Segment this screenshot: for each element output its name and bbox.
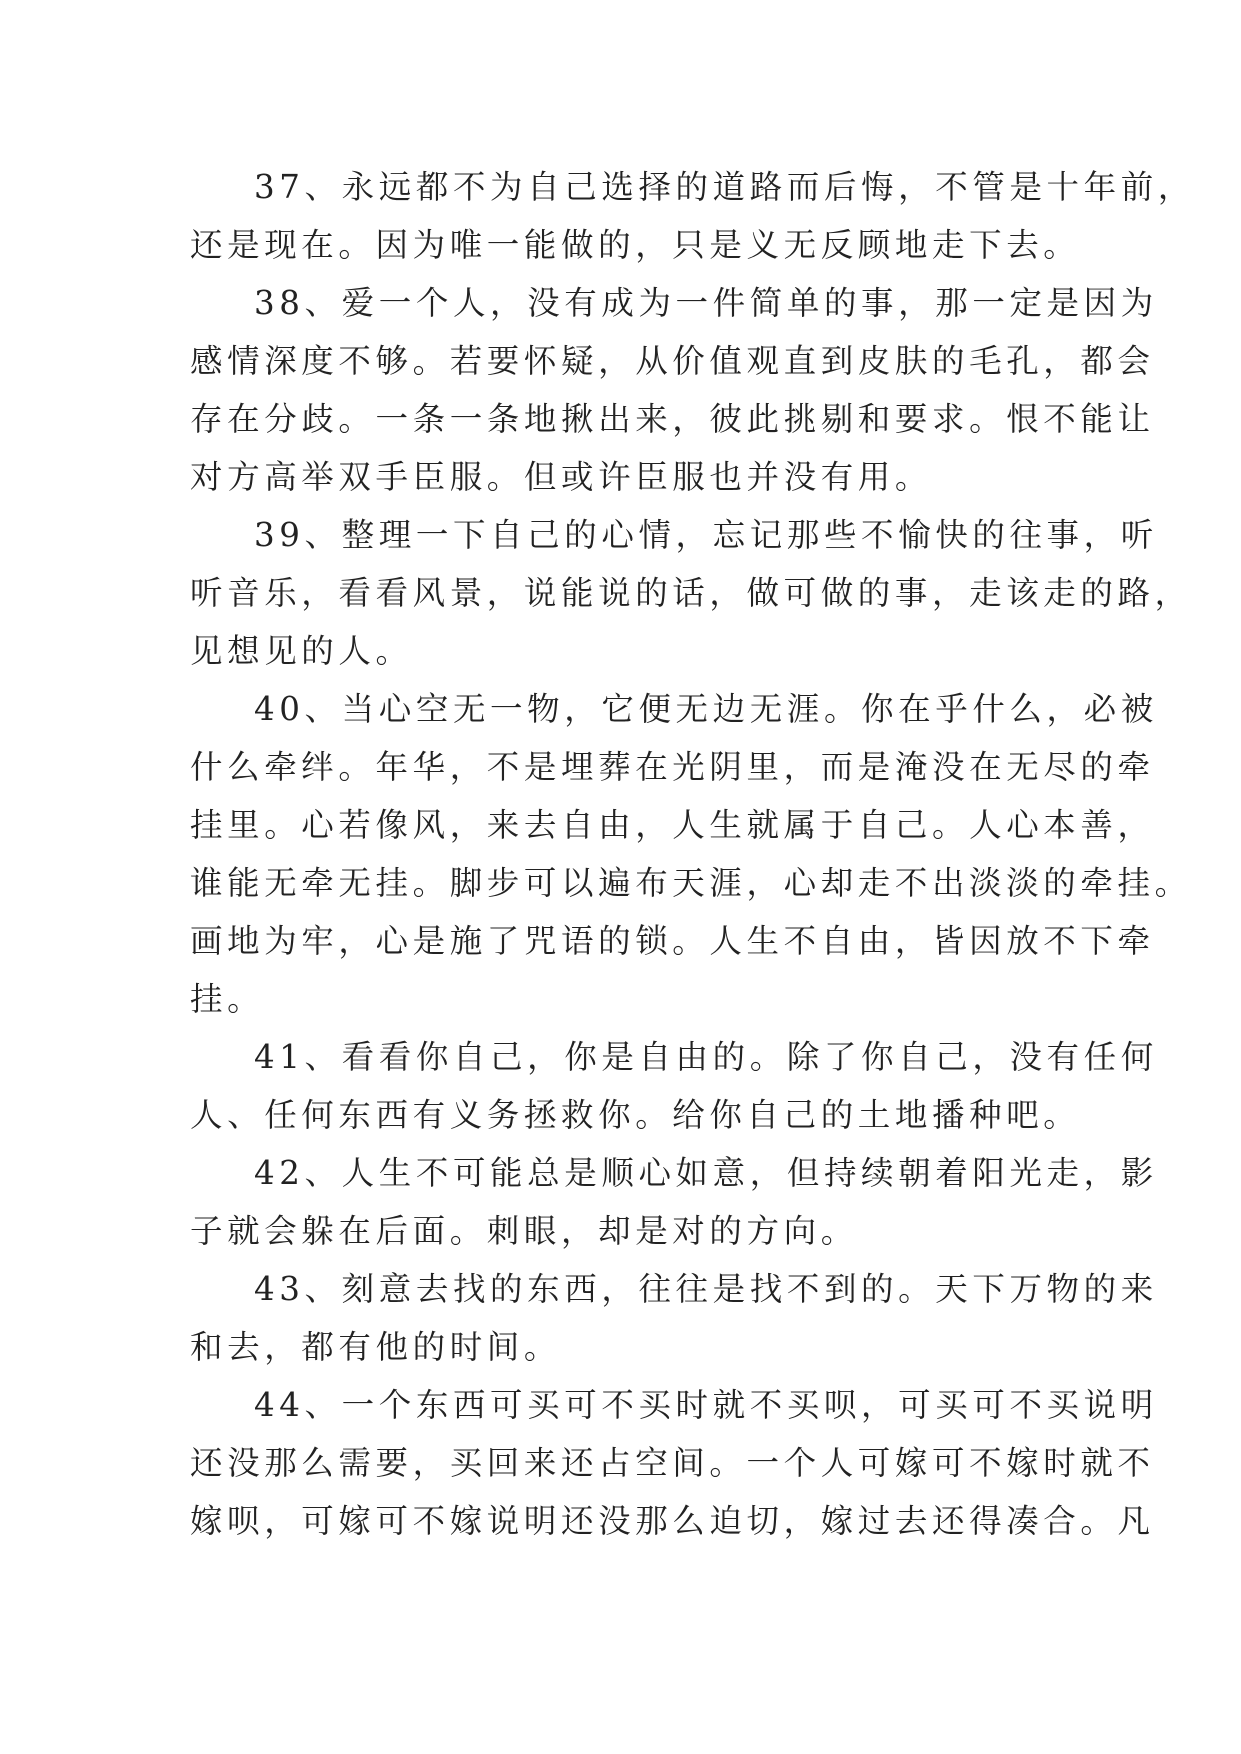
document-body: [190, 158, 1195, 1550]
text-line: 42、人生不可能总是顺心如意，但持续朝着阳光走，影: [254, 1154, 1158, 1192]
text-line: 听音乐，看看风景，说能说的话，做可做的事，走该走的路，: [190, 574, 1192, 612]
text-line: 44、一个东西可买可不买时就不买呗，可买可不买说明: [254, 1386, 1158, 1424]
text-line: 43、刻意去找的东西，往往是找不到的。天下万物的来: [254, 1270, 1158, 1308]
text-line: 见想见的人。: [190, 632, 413, 670]
text-line: 41、看看你自己，你是自由的。除了你自己，没有任何: [254, 1038, 1158, 1076]
text-line: 感情深度不够。若要怀疑，从价值观直到皮肤的毛孔，都会: [190, 342, 1155, 380]
paragraph-42: [190, 1144, 1158, 1260]
text-line: 40、当心空无一物，它便无边无涯。你在乎什么，必被: [254, 690, 1158, 728]
text-line: 38、爱一个人，没有成为一件简单的事，那一定是因为: [254, 284, 1158, 322]
paragraph-40: [190, 680, 1192, 1028]
text-line: 还是现在。因为唯一能做的，只是义无反顾地走下去。: [190, 226, 1081, 264]
text-line: 人、任何东西有义务拯救你。给你自己的土地播种吧。: [190, 1096, 1081, 1134]
text-line: 谁能无牵无挂。脚步可以遍布天涯，心却走不出淡淡的牵挂。: [190, 864, 1192, 902]
text-line: 对方高举双手臣服。但或许臣服也并没有用。: [190, 458, 933, 496]
text-line: 39、整理一下自己的心情，忘记那些不愉快的往事，听: [254, 516, 1158, 554]
text-line: 嫁呗，可嫁可不嫁说明还没那么迫切，嫁过去还得凑合。凡: [190, 1502, 1155, 1540]
paragraph-39: [190, 506, 1192, 680]
paragraph-38: [190, 274, 1158, 506]
text-line: 挂里。心若像风，来去自由，人生就属于自己。人心本善，: [190, 806, 1155, 844]
text-line: 37、永远都不为自己选择的道路而后悔，不管是十年前，: [254, 168, 1195, 206]
paragraph-41: [190, 1028, 1158, 1144]
text-line: 什么牵绊。年华，不是埋葬在光阴里，而是淹没在无尽的牵: [190, 748, 1155, 786]
paragraph-44: [190, 1376, 1158, 1550]
paragraph-37: [190, 158, 1195, 274]
text-line: 子就会躲在后面。刺眼，却是对的方向。: [190, 1212, 858, 1250]
text-line: 挂。: [190, 980, 265, 1018]
paragraph-43: [190, 1260, 1158, 1376]
text-line: 还没那么需要，买回来还占空间。一个人可嫁可不嫁时就不: [190, 1444, 1155, 1482]
text-line: 画地为牢，心是施了咒语的锁。人生不自由，皆因放不下牵: [190, 922, 1155, 960]
text-line: 和去，都有他的时间。: [190, 1328, 562, 1366]
text-line: 存在分歧。一条一条地揪出来，彼此挑剔和要求。恨不能让: [190, 400, 1155, 438]
